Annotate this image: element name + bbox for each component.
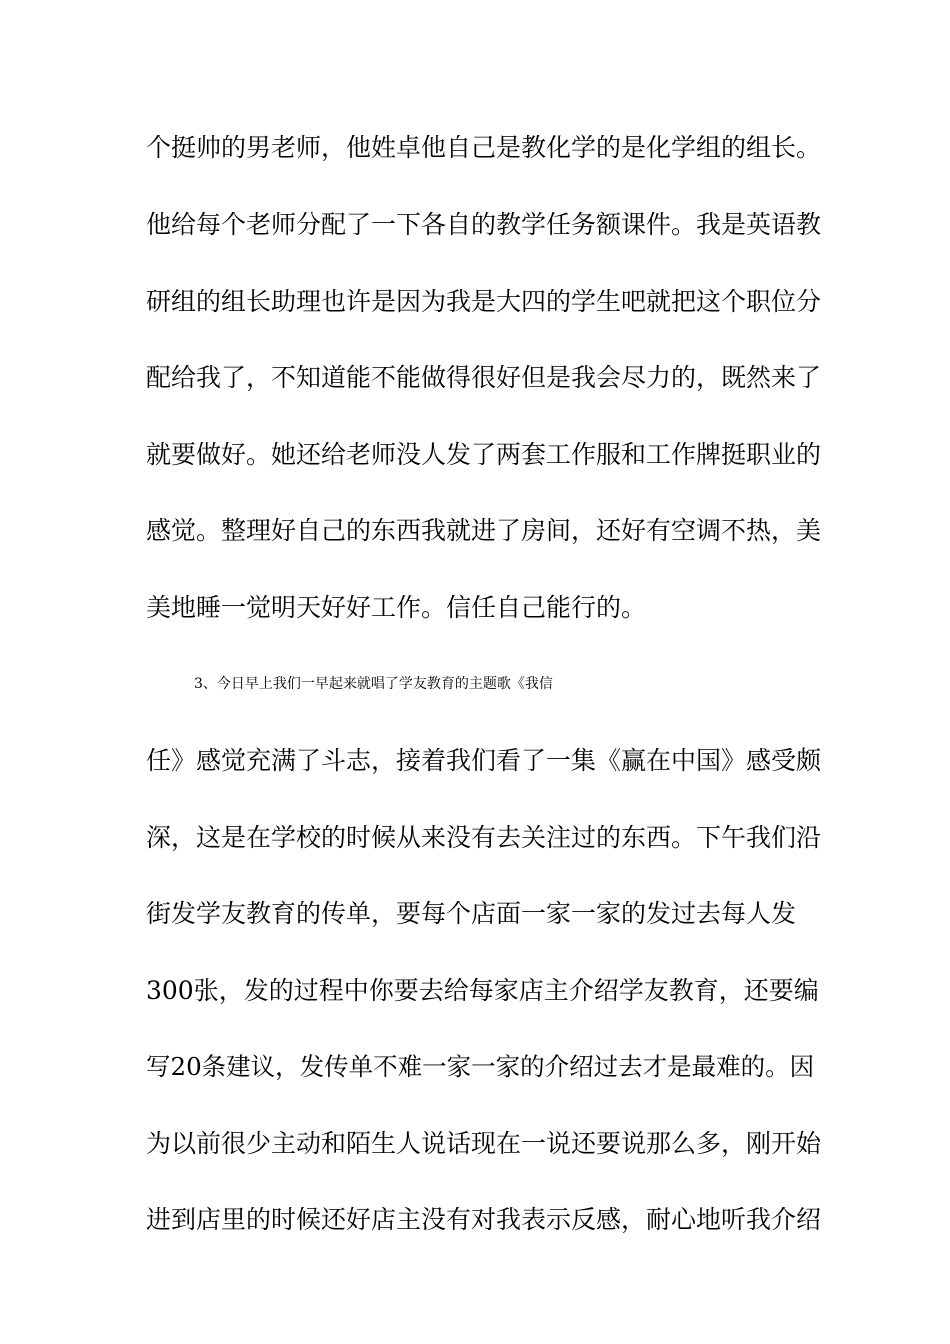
text-line-9: 任》感觉充满了斗志，接着我们看了一集《赢在中国》感受颇 [146, 746, 822, 775]
text-line-12: 300张，发的过程中你要去给每家店主介绍学友教育，还要编 [146, 976, 819, 1005]
text-line-3: 研组的组长助理也许是因为我是大四的学生吧就把这个职位分 [146, 287, 822, 316]
text-line-11: 街发学友教育的传单，要每个店面一家一家的发过去每人发 [146, 899, 797, 928]
text-line-2: 他给每个老师分配了一下各自的教学任务额课件。我是英语教 [146, 210, 822, 239]
text-line-8: 3、今日早上我们一早起来就唱了学友教育的主题歌《我信 [194, 676, 553, 692]
text-line-15: 进到店里的时候还好店主没有对我表示反感，耐心地听我介绍 [146, 1205, 822, 1234]
text-line-13: 写20条建议，发传单不难一家一家的介绍过去才是最难的。因 [146, 1052, 815, 1081]
text-line-6: 感觉。整理好自己的东西我就进了房间，还好有空调不热，美 [146, 516, 822, 545]
text-line-1: 个挺帅的男老师，他姓卓他自己是教化学的是化学组的组长。 [146, 133, 822, 162]
text-line-7: 美地睡一觉明天好好工作。信任自己能行的。 [146, 593, 647, 622]
text-line-4: 配给我了，不知道能不能做得很好但是我会尽力的，既然来了 [146, 363, 822, 392]
text-line-10: 深，这是在学校的时候从来没有去关注过的东西。下午我们沿 [146, 823, 822, 852]
text-line-14: 为以前很少主动和陌生人说话现在一说还要说那么多，刚开始 [146, 1129, 822, 1158]
text-line-5: 就要做好。她还给老师没人发了两套工作服和工作牌挺职业的 [146, 440, 822, 469]
